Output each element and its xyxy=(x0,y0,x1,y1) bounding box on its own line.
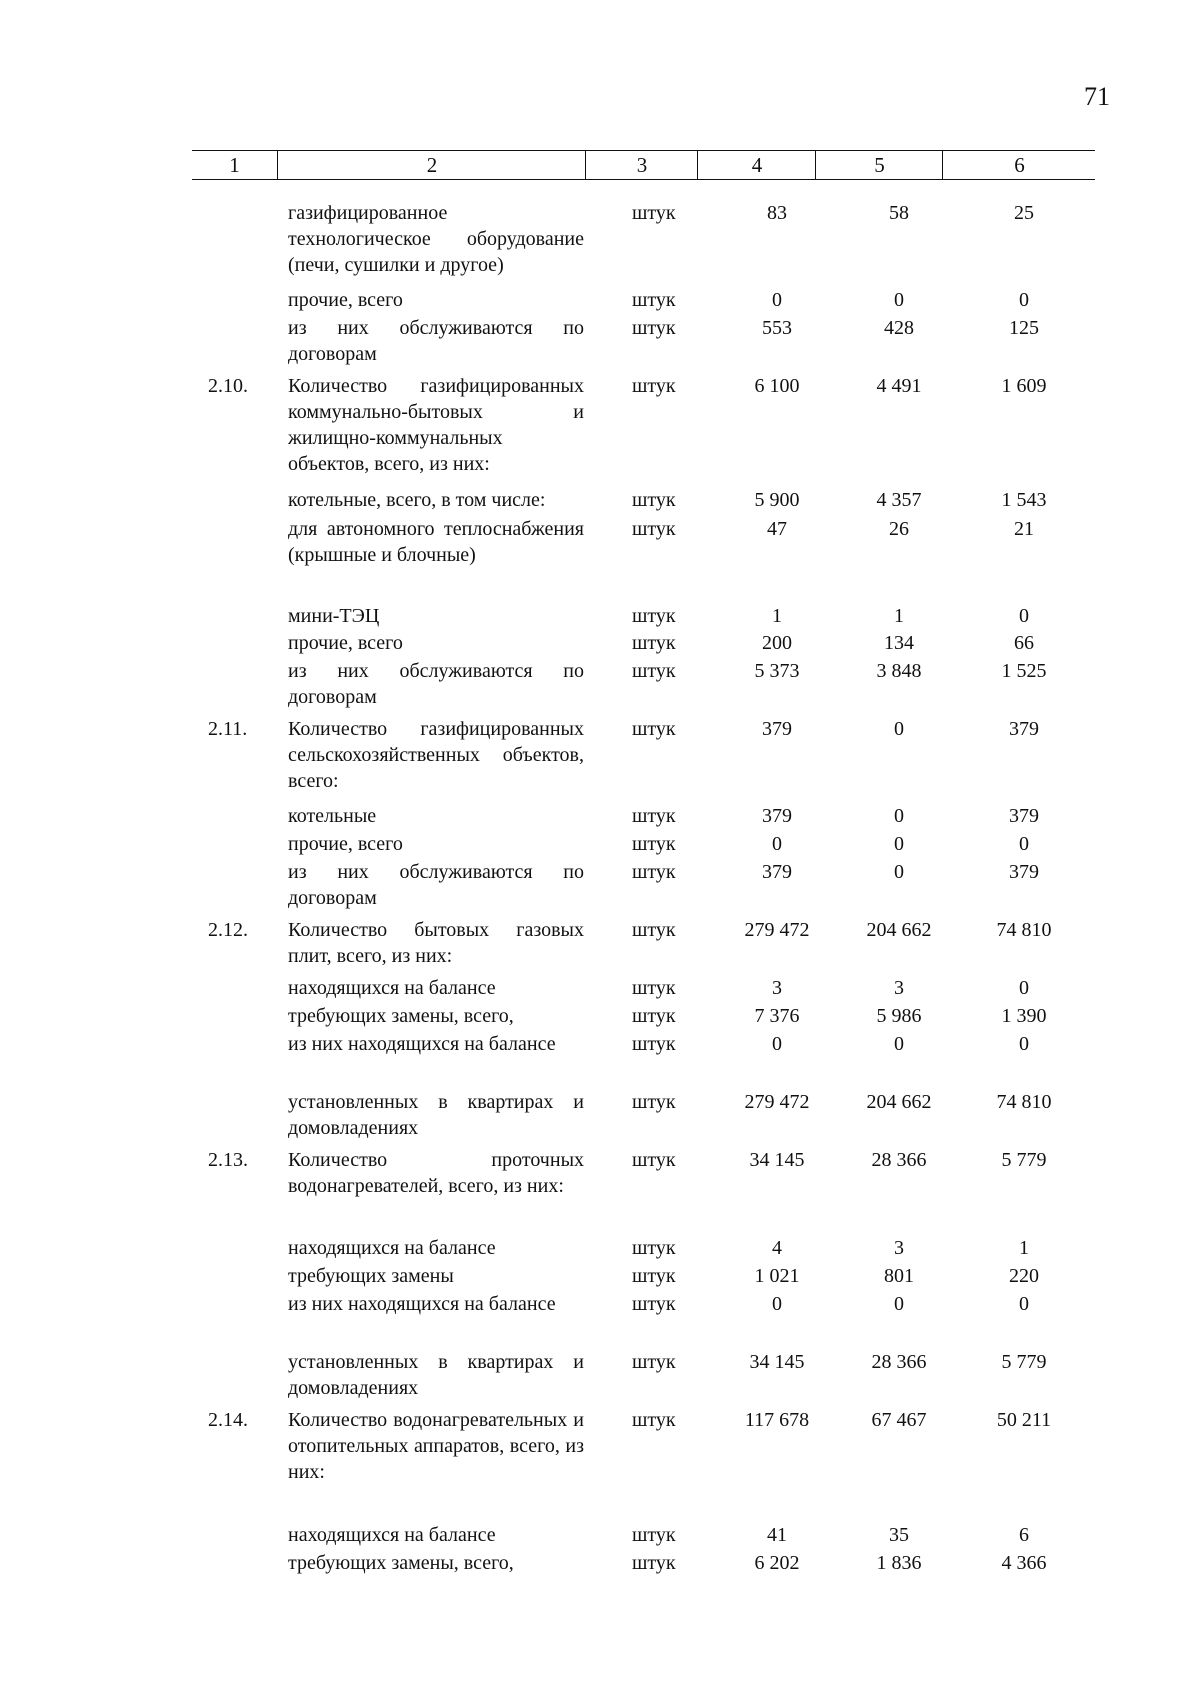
cell-unit: штук xyxy=(632,289,676,311)
header-col-3: 3 xyxy=(585,151,698,179)
cell-unit: штук xyxy=(632,805,676,827)
cell-name: прочие, всего xyxy=(288,289,403,311)
cell-unit: штук xyxy=(632,1552,676,1574)
cell-unit: штук xyxy=(632,375,676,397)
cell-c5: 0 xyxy=(894,833,904,855)
cell-c5: 204 662 xyxy=(866,919,932,941)
cell-c6: 66 xyxy=(1014,632,1034,654)
cell-name: установленных в квартирах и домовладениях xyxy=(288,1351,584,1399)
cell-c6: 0 xyxy=(1019,833,1029,855)
cell-unit: штук xyxy=(632,919,676,941)
header-col-5: 5 xyxy=(815,151,943,179)
cell-num: 2.13. xyxy=(208,1149,248,1171)
cell-name: требующих замены, всего, xyxy=(288,1552,514,1574)
cell-c6: 25 xyxy=(1014,202,1034,224)
cell-unit: штук xyxy=(632,861,676,883)
cell-c4: 279 472 xyxy=(744,1091,810,1113)
cell-c4: 379 xyxy=(762,861,792,883)
cell-name: находящихся на балансе xyxy=(288,1237,496,1259)
cell-unit: штук xyxy=(632,489,676,511)
cell-unit: штук xyxy=(632,1091,676,1113)
cell-name: из них обслуживаются по договорам xyxy=(288,660,584,708)
cell-c6: 1 390 xyxy=(1001,1005,1047,1027)
cell-c4: 34 145 xyxy=(749,1149,805,1171)
cell-c6: 379 xyxy=(1009,861,1039,883)
table-header xyxy=(192,150,1095,180)
cell-unit: штук xyxy=(632,660,676,682)
cell-c6: 125 xyxy=(1009,317,1039,339)
cell-num: 2.14. xyxy=(208,1409,248,1431)
cell-c5: 5 986 xyxy=(876,1005,922,1027)
cell-c4: 0 xyxy=(772,1293,782,1315)
cell-unit: штук xyxy=(632,1005,676,1027)
cell-c4: 379 xyxy=(762,718,792,740)
cell-c6: 0 xyxy=(1019,289,1029,311)
cell-c5: 428 xyxy=(884,317,914,339)
cell-name: требующих замены xyxy=(288,1265,454,1287)
header-col-4: 4 xyxy=(697,151,816,179)
cell-c4: 279 472 xyxy=(744,919,810,941)
cell-c6: 6 xyxy=(1019,1524,1029,1546)
cell-unit: штук xyxy=(632,1265,676,1287)
cell-c6: 5 779 xyxy=(1001,1351,1047,1373)
cell-c6: 21 xyxy=(1014,518,1034,540)
cell-c4: 0 xyxy=(772,833,782,855)
header-col-1: 1 xyxy=(229,153,240,177)
cell-c5: 67 467 xyxy=(871,1409,927,1431)
cell-num: 2.11. xyxy=(208,718,248,740)
cell-c5: 0 xyxy=(894,805,904,827)
cell-unit: штук xyxy=(632,317,676,339)
cell-name: мини-ТЭЦ xyxy=(288,605,380,627)
cell-c6: 1 xyxy=(1019,1237,1029,1259)
cell-c4: 553 xyxy=(762,317,792,339)
cell-name: установленных в квартирах и домовладениях xyxy=(288,1091,584,1139)
cell-c6: 74 810 xyxy=(996,1091,1052,1113)
cell-name: Количество газифицированных сельскохозяйственных объектов, всего: xyxy=(288,718,584,792)
cell-unit: штук xyxy=(632,1409,676,1431)
cell-c4: 0 xyxy=(772,289,782,311)
cell-c4: 3 xyxy=(772,977,782,999)
cell-unit: штук xyxy=(632,977,676,999)
cell-num: 2.12. xyxy=(208,919,248,941)
cell-c6: 1 525 xyxy=(1001,660,1047,682)
cell-name: прочие, всего xyxy=(288,833,403,855)
cell-unit: штук xyxy=(632,1293,676,1315)
cell-c6: 50 211 xyxy=(996,1409,1052,1431)
cell-unit: штук xyxy=(632,1033,676,1055)
cell-c5: 204 662 xyxy=(866,1091,932,1113)
cell-c6: 220 xyxy=(1009,1265,1039,1287)
cell-c6: 0 xyxy=(1019,977,1029,999)
cell-name: Количество водонагревательных и отопительных аппаратов, всего, из них: xyxy=(288,1409,584,1483)
page-number: 71 xyxy=(1084,82,1110,111)
cell-c6: 1 609 xyxy=(1001,375,1047,397)
cell-c4: 117 678 xyxy=(744,1409,810,1431)
cell-c4: 1 021 xyxy=(754,1265,800,1287)
cell-unit: штук xyxy=(632,833,676,855)
cell-c5: 3 xyxy=(894,1237,904,1259)
cell-c4: 0 xyxy=(772,1033,782,1055)
cell-c6: 4 366 xyxy=(1001,1552,1047,1574)
cell-c4: 83 xyxy=(767,202,787,224)
cell-unit: штук xyxy=(632,1524,676,1546)
cell-c5: 4 357 xyxy=(876,489,922,511)
cell-c4: 7 376 xyxy=(754,1005,800,1027)
cell-c4: 47 xyxy=(767,518,787,540)
cell-c4: 34 145 xyxy=(749,1351,805,1373)
cell-name: находящихся на балансе xyxy=(288,1524,496,1546)
cell-c4: 200 xyxy=(762,632,792,654)
cell-c5: 134 xyxy=(884,632,914,654)
cell-unit: штук xyxy=(632,632,676,654)
cell-c5: 28 366 xyxy=(871,1149,927,1171)
header-col-6: 6 xyxy=(942,151,1096,179)
cell-c6: 379 xyxy=(1009,805,1039,827)
cell-c5: 0 xyxy=(894,1293,904,1315)
cell-unit: штук xyxy=(632,605,676,627)
cell-c6: 74 810 xyxy=(996,919,1052,941)
cell-c5: 3 848 xyxy=(876,660,922,682)
cell-name: Количество бытовых газовых плит, всего, из них: xyxy=(288,919,584,967)
cell-c5: 26 xyxy=(889,518,909,540)
cell-c5: 35 xyxy=(889,1524,909,1546)
cell-unit: штук xyxy=(632,202,676,224)
cell-c5: 28 366 xyxy=(871,1351,927,1373)
cell-c5: 58 xyxy=(889,202,909,224)
cell-name: находящихся на балансе xyxy=(288,977,496,999)
cell-unit: штук xyxy=(632,518,676,540)
cell-c5: 3 xyxy=(894,977,904,999)
cell-c4: 4 xyxy=(772,1237,782,1259)
cell-name: прочие, всего xyxy=(288,632,403,654)
cell-name: газифицированное технологическое оборудование (печи, сушилки и другое) xyxy=(288,202,584,276)
cell-unit: штук xyxy=(632,1149,676,1171)
cell-name: из них находящихся на балансе xyxy=(288,1033,556,1055)
cell-c4: 6 100 xyxy=(754,375,800,397)
cell-c4: 5 900 xyxy=(754,489,800,511)
cell-name: Количество проточных водонагревателей, всего, из них: xyxy=(288,1149,584,1197)
cell-unit: штук xyxy=(632,718,676,740)
cell-c5: 1 836 xyxy=(876,1552,922,1574)
cell-name: котельные, всего, в том числе: xyxy=(288,489,546,511)
cell-c5: 4 491 xyxy=(876,375,922,397)
cell-name: для автономного теплоснабжения (крышные и блочные) xyxy=(288,518,584,566)
cell-c5: 801 xyxy=(884,1265,914,1287)
cell-name: котельные xyxy=(288,805,377,827)
cell-c5: 0 xyxy=(894,718,904,740)
cell-c5: 0 xyxy=(894,1033,904,1055)
cell-unit: штук xyxy=(632,1351,676,1373)
cell-c5: 1 xyxy=(894,605,904,627)
cell-unit: штук xyxy=(632,1237,676,1259)
cell-c6: 0 xyxy=(1019,605,1029,627)
cell-c6: 5 779 xyxy=(1001,1149,1047,1171)
cell-c4: 379 xyxy=(762,805,792,827)
cell-c6: 0 xyxy=(1019,1293,1029,1315)
cell-c4: 41 xyxy=(767,1524,787,1546)
header-col-2: 2 xyxy=(277,151,586,179)
cell-name: из них обслуживаются по договорам xyxy=(288,861,584,909)
cell-name: Количество газифицированных коммунально-бытовых и жилищно-коммунальных объектов, всего, из них: xyxy=(288,375,584,475)
cell-name: требующих замены, всего, xyxy=(288,1005,514,1027)
cell-num: 2.10. xyxy=(208,375,248,397)
cell-c5: 0 xyxy=(894,289,904,311)
cell-name: из них находящихся на балансе xyxy=(288,1293,556,1315)
cell-c4: 5 373 xyxy=(754,660,800,682)
cell-c6: 1 543 xyxy=(1001,489,1047,511)
cell-c5: 0 xyxy=(894,861,904,883)
cell-name: из них обслуживаются по договорам xyxy=(288,317,584,365)
cell-c4: 1 xyxy=(772,605,782,627)
cell-c4: 6 202 xyxy=(754,1552,800,1574)
cell-c6: 0 xyxy=(1019,1033,1029,1055)
cell-c6: 379 xyxy=(1009,718,1039,740)
